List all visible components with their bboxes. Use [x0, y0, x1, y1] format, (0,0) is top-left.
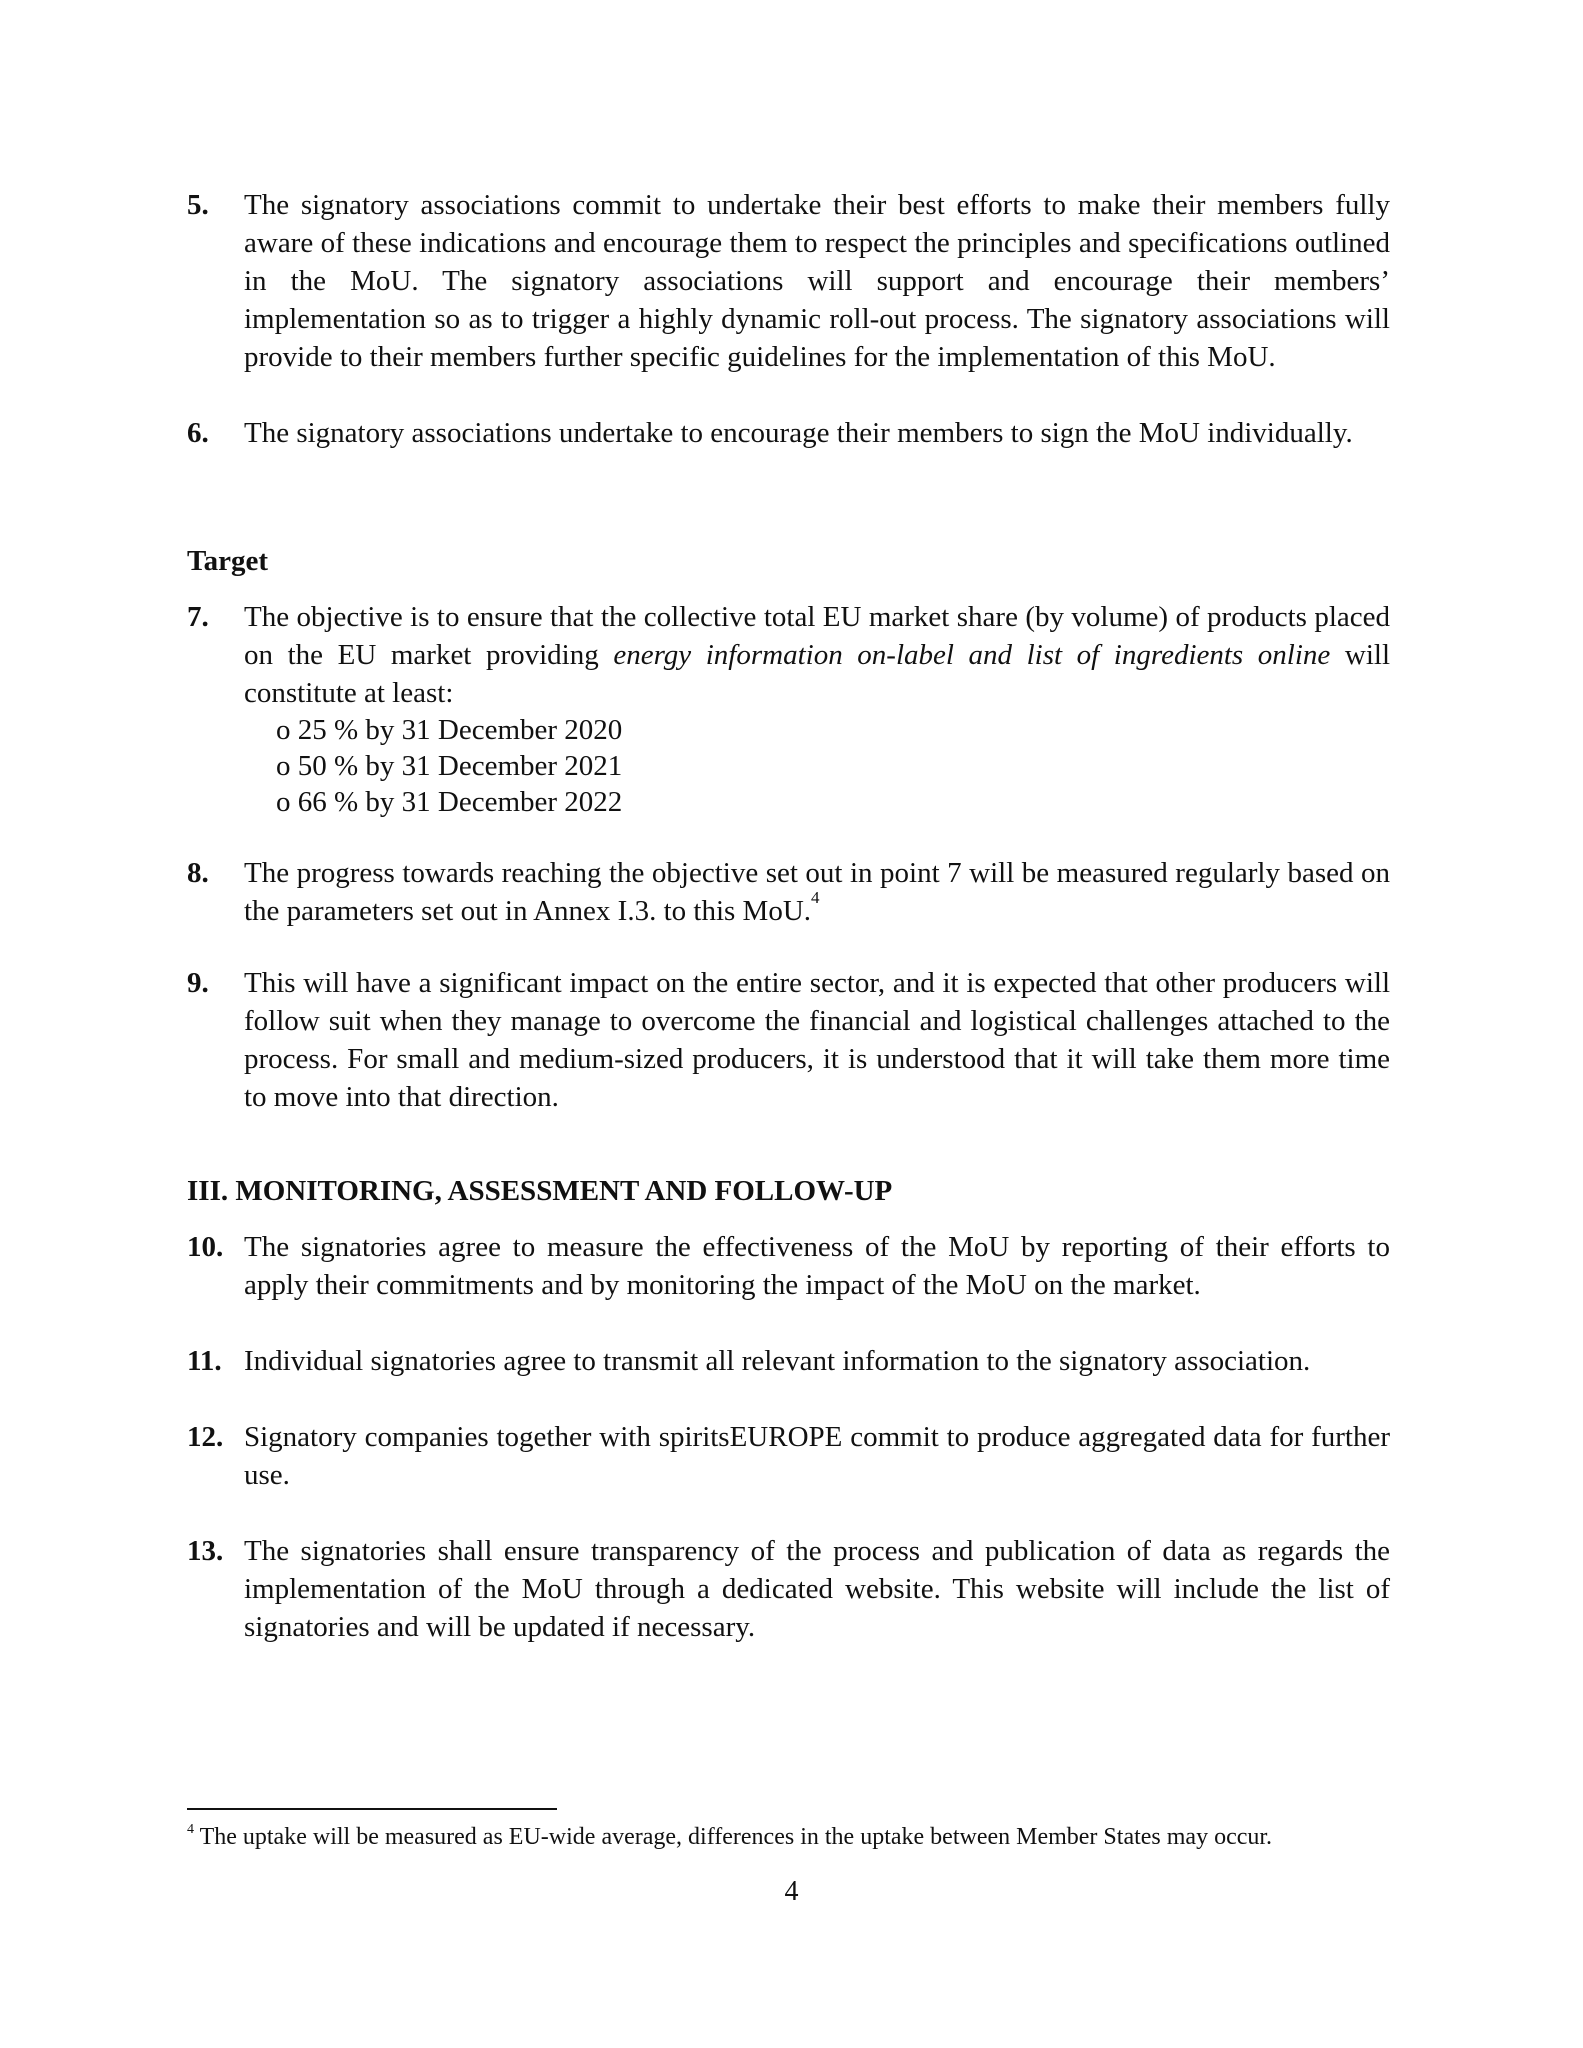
item-number: 6. — [187, 417, 209, 449]
target-item: o 25 % by 31 December 2020 — [276, 714, 623, 746]
item-text: Signatory companies together with spiritsEUROPE commit to produce aggregated data for further use. — [244, 1421, 1390, 1491]
item-text: The signatories agree to measure the effectiveness of the MoU by reporting of their efforts to apply their commitments and by monitoring the impact of the MoU on the market. — [244, 1231, 1390, 1301]
paragraph-7 — [187, 598, 1390, 820]
item-number: 12. — [187, 1421, 224, 1453]
section-heading-monitoring: III. MONITORING, ASSESSMENT AND FOLLOW-UP — [187, 1175, 893, 1207]
paragraph-10 — [187, 1228, 1390, 1304]
paragraph-12 — [187, 1418, 1390, 1494]
footnote-marker: 4 — [187, 1822, 194, 1837]
item-number: 11. — [187, 1345, 222, 1377]
item-text-italic: energy information on-label and list of ingredients online — [613, 639, 1331, 671]
item-text: This will have a significant impact on the entire sector, and it is expected that other producers will follow suit when they manage to overcome the financial and logistical challenges attached to the process. For small and medium-sized producers, it is understood that it will take them more time to move into that direction. — [244, 967, 1390, 1113]
paragraph-6 — [187, 414, 1390, 452]
item-number: 5. — [187, 189, 209, 221]
paragraph-9 — [187, 964, 1390, 1116]
section-heading-target: Target — [187, 545, 269, 577]
item-text-start: The objective is to ensure that the collective total EU market share (by volume) of products placed on the EU market providing — [244, 601, 1390, 671]
page-number: 4 — [784, 1876, 799, 1907]
item-number: 9. — [187, 967, 209, 999]
footnote-reference[interactable]: 4 — [811, 888, 820, 907]
item-text: The signatories shall ensure transparency of the process and publication of data as regards the implementation of the MoU through a dedicated website. This website will include the list of signatories and will be updated if necessary. — [244, 1535, 1390, 1643]
item-body — [244, 854, 1390, 930]
paragraph-13 — [187, 1532, 1390, 1646]
item-number: 7. — [187, 601, 209, 633]
paragraph-11 — [187, 1342, 1390, 1380]
footnote-divider — [187, 1808, 557, 1810]
paragraph-5 — [187, 186, 1390, 376]
item-text: The progress towards reaching the objective set out in point 7 will be measured regularly based on the parameters set out in Annex I.3. to this MoU. — [244, 857, 1390, 927]
footnote — [187, 1822, 1390, 1852]
paragraph-8 — [187, 854, 1390, 930]
item-number: 13. — [187, 1535, 224, 1567]
target-item: o 50 % by 31 December 2021 — [276, 750, 623, 782]
target-list — [244, 712, 1390, 820]
item-text-end: will constitute at least: — [244, 639, 1391, 709]
footnote-text: The uptake will be measured as EU-wide average, differences in the uptake between Member States may occur. — [199, 1824, 1273, 1850]
item-text: The signatory associations commit to undertake their best efforts to make their members fully aware of these indications and encourage them to respect the principles and specifications outlined in the MoU. The signatory associations will support and encourage their members’ implementation so as to trigger a highly dynamic roll-out process. The signatory associations will provide to their members further specific guidelines for the implementation of this MoU. — [244, 189, 1390, 373]
item-number: 8. — [187, 857, 209, 889]
target-item: o 66 % by 31 December 2022 — [276, 786, 623, 818]
item-text: The signatory associations undertake to encourage their members to sign the MoU individually. — [244, 417, 1353, 449]
item-text: Individual signatories agree to transmit all relevant information to the signatory association. — [244, 1345, 1311, 1377]
page-content — [187, 186, 1390, 1646]
item-number: 10. — [187, 1231, 224, 1263]
item-body — [244, 598, 1390, 820]
